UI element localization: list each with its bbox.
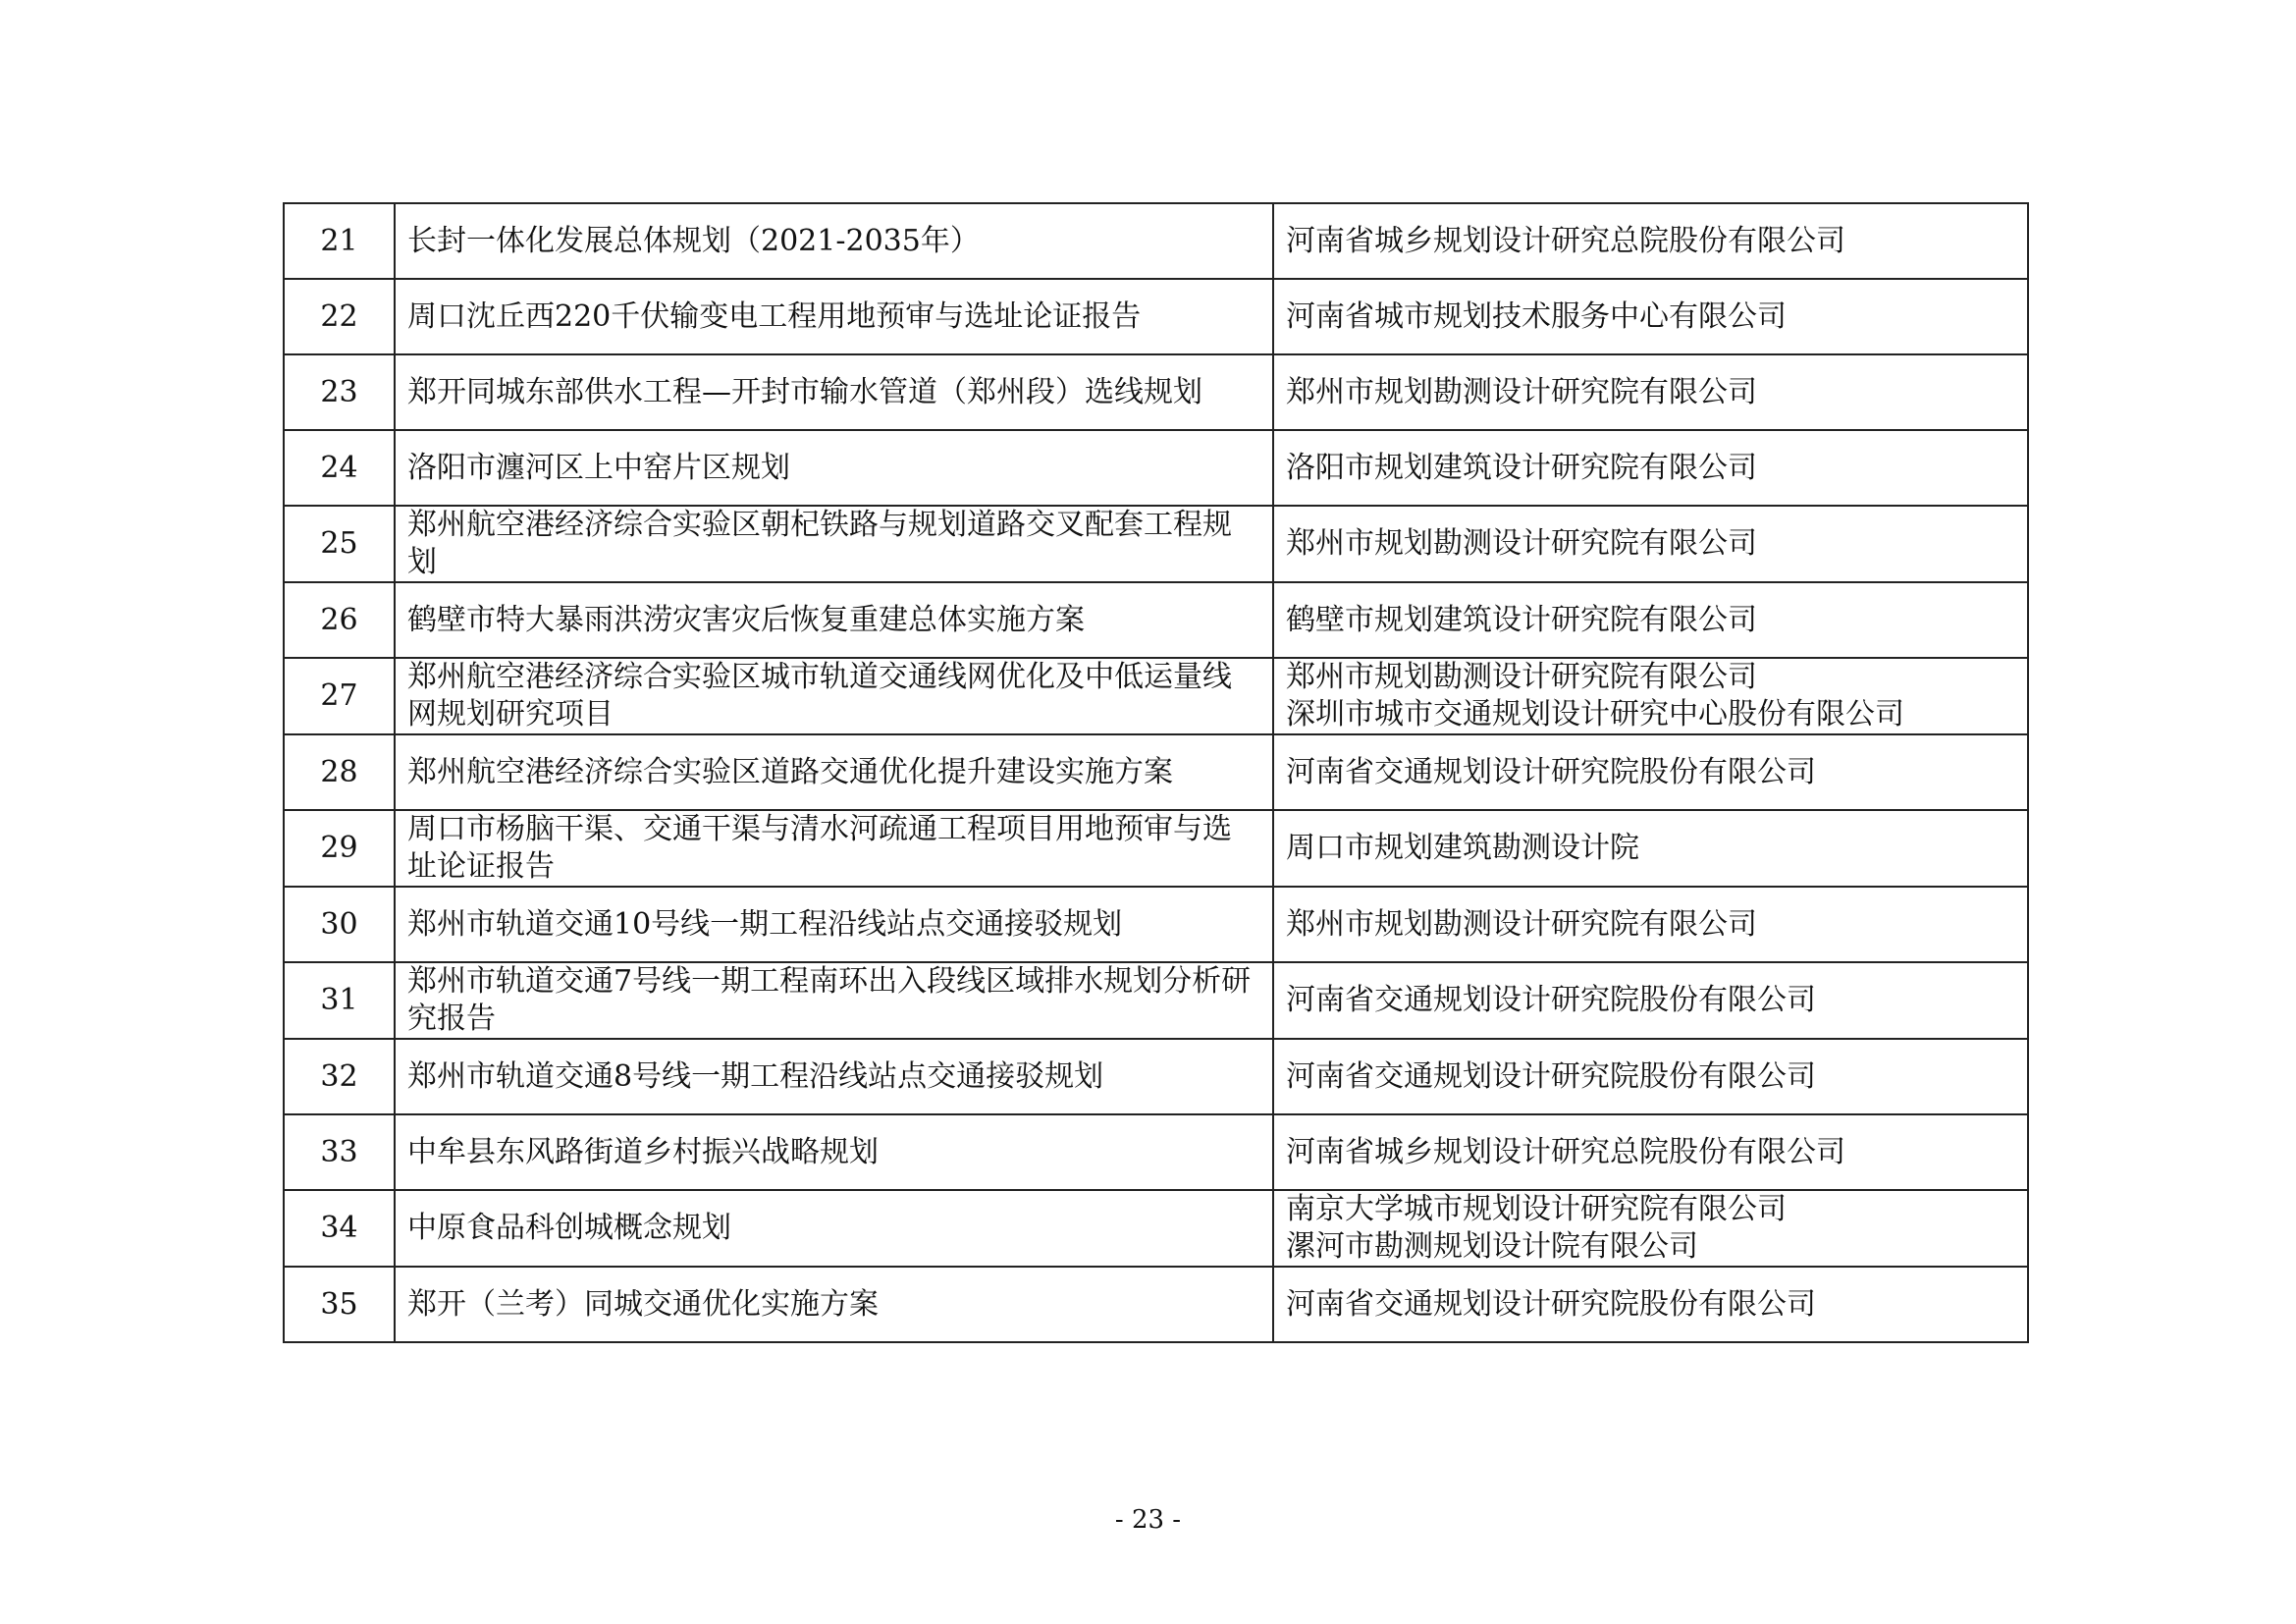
- row-number: 24: [284, 430, 395, 506]
- organization-cell: [1273, 1114, 2028, 1190]
- project-name: 郑开（兰考）同城交通优化实施方案: [395, 1267, 1273, 1342]
- organization-cell: [1273, 279, 2028, 354]
- row-number: 22: [284, 279, 395, 354]
- organization-cell: [1273, 658, 2028, 734]
- row-number: 34: [284, 1190, 395, 1267]
- project-name: 周口沈丘西220千伏输变电工程用地预审与选址论证报告: [395, 279, 1273, 354]
- organization-cell: [1273, 1190, 2028, 1267]
- row-number: 28: [284, 734, 395, 810]
- table-row: [284, 1267, 2028, 1342]
- organization-cell: [1273, 1039, 2028, 1114]
- table-row: [284, 582, 2028, 658]
- organization-name: 南京大学城市规划设计研究院有限公司: [1286, 1192, 1787, 1226]
- page-number: - 23 -: [1114, 1505, 1182, 1535]
- row-number: 21: [284, 203, 395, 279]
- row-number: 23: [284, 354, 395, 430]
- table-row: [284, 887, 2028, 962]
- organization-name: 河南省城市规划技术服务中心有限公司: [1286, 298, 1787, 334]
- organization-name: 郑州市规划勘测设计研究院有限公司: [1286, 906, 1757, 942]
- organization-cell: [1273, 430, 2028, 506]
- organization-name: 郑州市规划勘测设计研究院有限公司: [1286, 526, 1757, 561]
- row-number: 35: [284, 1267, 395, 1342]
- organization-name: 深圳市城市交通规划设计研究中心股份有限公司: [1286, 697, 1904, 731]
- organization-name: 河南省城乡规划设计研究总院股份有限公司: [1286, 223, 1845, 258]
- organization-name: 周口市规划建筑勘测设计院: [1286, 831, 1639, 865]
- table-row: [284, 810, 2028, 887]
- organization-name: 河南省交通规划设计研究院股份有限公司: [1286, 983, 1816, 1017]
- organization-name: 河南省交通规划设计研究院股份有限公司: [1286, 1286, 1816, 1322]
- project-name: 郑州航空港经济综合实验区道路交通优化提升建设实施方案: [395, 734, 1273, 810]
- project-name: 鹤壁市特大暴雨洪涝灾害灾后恢复重建总体实施方案: [395, 582, 1273, 658]
- table-row: [284, 658, 2028, 734]
- row-number: 26: [284, 582, 395, 658]
- table-row: [284, 1114, 2028, 1190]
- row-number: 33: [284, 1114, 395, 1190]
- project-name: 中牟县东风路街道乡村振兴战略规划: [395, 1114, 1273, 1190]
- project-name: 郑州市轨道交通7号线一期工程南环出入段线区域排水规划分析研究报告: [395, 962, 1273, 1039]
- table-row: [284, 203, 2028, 279]
- project-name: 长封一体化发展总体规划（2021-2035年）: [395, 203, 1273, 279]
- row-number: 31: [284, 962, 395, 1039]
- row-number: 32: [284, 1039, 395, 1114]
- project-name: 周口市杨脑干渠、交通干渠与清水河疏通工程项目用地预审与选址论证报告: [395, 810, 1273, 887]
- organization-cell: [1273, 203, 2028, 279]
- table-row: [284, 962, 2028, 1039]
- organization-cell: [1273, 887, 2028, 962]
- organization-cell: [1273, 734, 2028, 810]
- row-number: 30: [284, 887, 395, 962]
- table-row: [284, 1190, 2028, 1267]
- organization-cell: [1273, 962, 2028, 1039]
- organization-name: 漯河市勘测规划设计院有限公司: [1286, 1229, 1698, 1264]
- table-row: [284, 506, 2028, 582]
- project-name: 洛阳市瀍河区上中窑片区规划: [395, 430, 1273, 506]
- row-number: 27: [284, 658, 395, 734]
- project-name: 中原食品科创城概念规划: [395, 1190, 1273, 1267]
- project-name: 郑州市轨道交通8号线一期工程沿线站点交通接驳规划: [395, 1039, 1273, 1114]
- project-name: 郑州航空港经济综合实验区城市轨道交通线网优化及中低运量线网规划研究项目: [395, 658, 1273, 734]
- project-name: 郑州市轨道交通10号线一期工程沿线站点交通接驳规划: [395, 887, 1273, 962]
- organization-cell: [1273, 810, 2028, 887]
- table-row: [284, 354, 2028, 430]
- table-row: [284, 1039, 2028, 1114]
- project-table-body: [284, 203, 2028, 1342]
- organization-cell: [1273, 354, 2028, 430]
- project-name: 郑州航空港经济综合实验区朝杞铁路与规划道路交叉配套工程规划: [395, 506, 1273, 582]
- organization-name: 鹤壁市规划建筑设计研究院有限公司: [1286, 602, 1757, 637]
- organization-cell: [1273, 506, 2028, 582]
- organization-cell: [1273, 582, 2028, 658]
- table-row: [284, 279, 2028, 354]
- row-number: 29: [284, 810, 395, 887]
- organization-name: 郑州市规划勘测设计研究院有限公司: [1286, 660, 1757, 694]
- table-row: [284, 430, 2028, 506]
- organization-name: 河南省城乡规划设计研究总院股份有限公司: [1286, 1134, 1845, 1169]
- project-table: [283, 202, 2029, 1343]
- organization-name: 洛阳市规划建筑设计研究院有限公司: [1286, 450, 1757, 485]
- organization-name: 河南省交通规划设计研究院股份有限公司: [1286, 1058, 1816, 1094]
- table-row: [284, 734, 2028, 810]
- project-name: 郑开同城东部供水工程—开封市输水管道（郑州段）选线规划: [395, 354, 1273, 430]
- organization-name: 郑州市规划勘测设计研究院有限公司: [1286, 374, 1757, 409]
- row-number: 25: [284, 506, 395, 582]
- organization-cell: [1273, 1267, 2028, 1342]
- organization-name: 河南省交通规划设计研究院股份有限公司: [1286, 754, 1816, 789]
